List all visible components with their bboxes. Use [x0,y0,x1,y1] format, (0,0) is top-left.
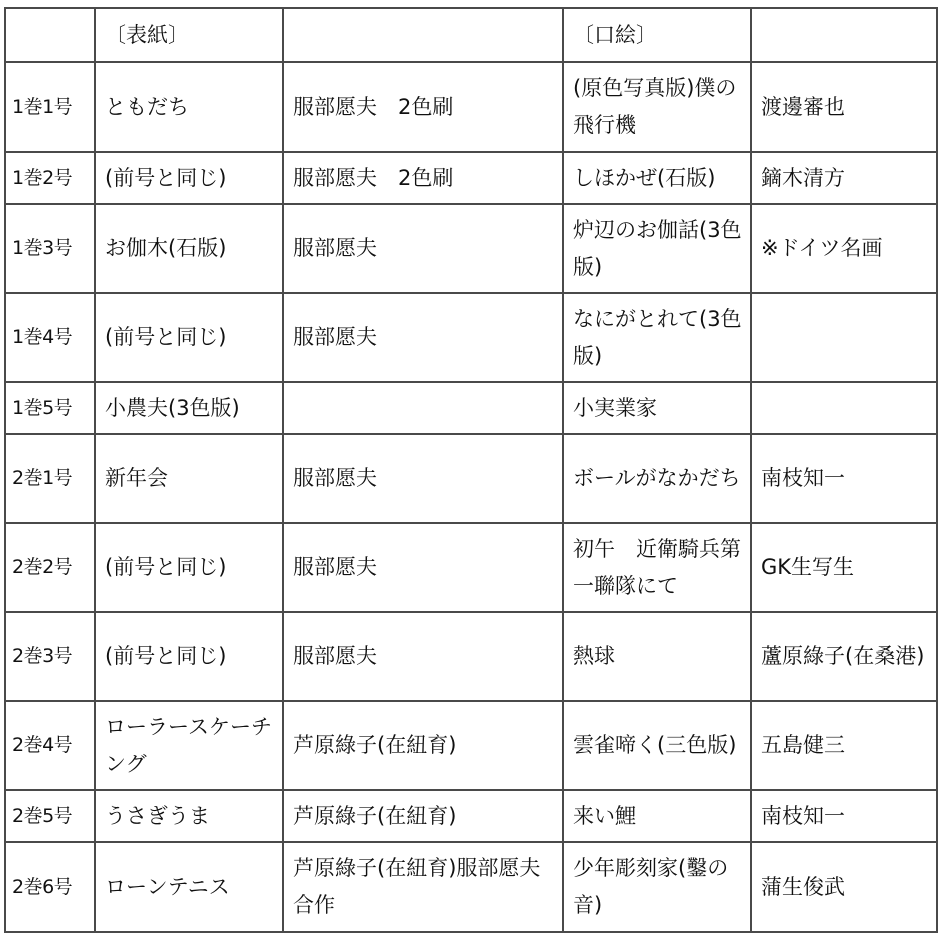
frontispiece-title-cell: しほかぜ(石版) [563,152,751,204]
header-cell-frontispiece: 〔口絵〕 [563,8,751,62]
cover-artist-cell: 服部愿夫 2色刷 [283,62,563,152]
cover-title-cell: (前号と同じ) [95,293,283,382]
issue-cell: 2巻1号 [5,434,95,523]
issue-cell: 1巻4号 [5,293,95,382]
table-row [5,523,937,612]
cover-title-cell: お伽木(石版) [95,204,283,293]
issue-cell: 2巻5号 [5,790,95,842]
frontispiece-title-cell: なにがとれて(3色版) [563,293,751,382]
frontispiece-title-cell: 熱球 [563,612,751,701]
table-row [5,701,937,790]
table-row [5,790,937,842]
cover-artist-cell: 服部愿夫 [283,204,563,293]
table-row [5,62,937,152]
header-cell-cover: 〔表紙〕 [95,8,283,62]
cover-title-cell: (前号と同じ) [95,523,283,612]
frontispiece-artist-cell: ※ドイツ名画 [751,204,937,293]
frontispiece-artist-cell: 鏑木清方 [751,152,937,204]
frontispiece-title-cell: 小実業家 [563,382,751,434]
cover-title-cell: (前号と同じ) [95,152,283,204]
issue-cell: 2巻4号 [5,701,95,790]
cover-artist-cell: 服部愿夫 [283,523,563,612]
frontispiece-artist-cell: GK生写生 [751,523,937,612]
cover-artist-cell [283,382,563,434]
table-row [5,434,937,523]
frontispiece-artist-cell: 南枝知一 [751,790,937,842]
table-row [5,152,937,204]
cover-title-cell: ローンテニス [95,842,283,932]
table-row [5,842,937,932]
issue-cell: 1巻1号 [5,62,95,152]
table-row [5,382,937,434]
header-cell-issue [5,8,95,62]
table-row [5,612,937,701]
frontispiece-title-cell: 初午 近衛騎兵第一聯隊にて [563,523,751,612]
issue-cell: 1巻2号 [5,152,95,204]
frontispiece-title-cell: 炉辺のお伽話(3色版) [563,204,751,293]
frontispiece-artist-cell: 渡邊審也 [751,62,937,152]
cover-artist-cell: 服部愿夫 [283,434,563,523]
frontispiece-artist-cell: 蒲生俊武 [751,842,937,932]
cover-title-cell: (前号と同じ) [95,612,283,701]
issue-cell: 2巻6号 [5,842,95,932]
cover-title-cell: うさぎうま [95,790,283,842]
table-row [5,204,937,293]
cover-artist-cell: 芦原綠子(在紐育)服部愿夫 合作 [283,842,563,932]
frontispiece-artist-cell [751,382,937,434]
frontispiece-artist-cell: 五島健三 [751,701,937,790]
cover-artist-cell: 芦原綠子(在紐育) [283,701,563,790]
issue-cell: 1巻3号 [5,204,95,293]
cover-title-cell: ともだち [95,62,283,152]
cover-title-cell: 新年会 [95,434,283,523]
frontispiece-title-cell: ボールがなかだち [563,434,751,523]
issues-table [4,7,938,933]
issue-cell: 1巻5号 [5,382,95,434]
cover-title-cell: 小農夫(3色版) [95,382,283,434]
table-header-row [5,8,937,62]
issue-cell: 2巻2号 [5,523,95,612]
frontispiece-title-cell: (原色写真版)僕の飛行機 [563,62,751,152]
cover-artist-cell: 服部愿夫 2色刷 [283,152,563,204]
cover-artist-cell: 服部愿夫 [283,612,563,701]
frontispiece-artist-cell: 南枝知一 [751,434,937,523]
header-cell-cover-artist [283,8,563,62]
frontispiece-title-cell: 来い鯉 [563,790,751,842]
issue-cell: 2巻3号 [5,612,95,701]
table-row [5,293,937,382]
cover-artist-cell: 服部愿夫 [283,293,563,382]
header-cell-frontispiece-artist [751,8,937,62]
cover-artist-cell: 芦原綠子(在紐育) [283,790,563,842]
frontispiece-title-cell: 少年彫刻家(鑿の音) [563,842,751,932]
cover-title-cell: ローラースケーチング [95,701,283,790]
frontispiece-artist-cell: 蘆原綠子(在桑港) [751,612,937,701]
frontispiece-title-cell: 雲雀啼く(三色版) [563,701,751,790]
frontispiece-artist-cell [751,293,937,382]
